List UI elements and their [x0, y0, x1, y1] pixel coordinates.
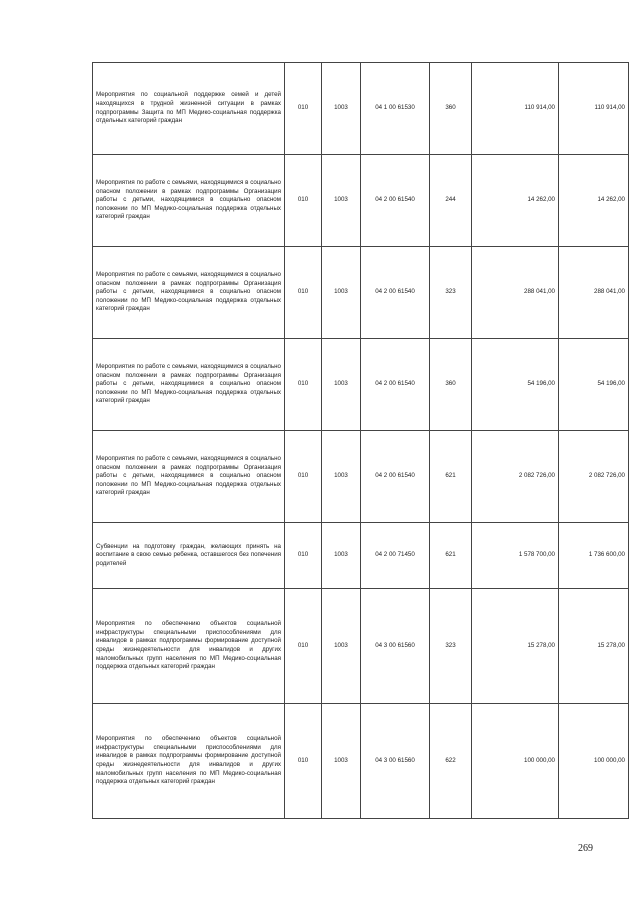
row-description: Мероприятия по работе с семьями, находящимися в социально опасном положении в рамках подпрограммы Организация работы с детьми, находящимися в социально опасном положении по МП Медико-социальная поддержка отдельных категорий граждан	[93, 247, 285, 339]
table-row	[93, 63, 629, 155]
target-code-cell: 04 3 00 61560	[361, 704, 430, 819]
expense-type-cell: 621	[430, 431, 472, 523]
ministry-code-cell: 010	[285, 155, 322, 247]
expense-type-cell: 360	[430, 63, 472, 155]
row-description: Мероприятия по работе с семьями, находящимися в социально опасном положении в рамках подпрограммы Организация работы с детьми, находящимися в социально опасном положении по МП Медико-социальная поддержка отдельных категорий граждан	[93, 431, 285, 523]
expense-type-cell: 360	[430, 339, 472, 431]
ministry-code-cell: 010	[285, 339, 322, 431]
table-body	[93, 63, 629, 819]
ministry-code-cell: 010	[285, 247, 322, 339]
section-code-cell: 1003	[322, 155, 361, 247]
row-description: Мероприятия по работе с семьями, находящимися в социально опасном положении в рамках подпрограммы Организация работы с детьми, находящимися в социально опасном положении по МП Медико-социальная поддержка отдельных категорий граждан	[93, 339, 285, 431]
section-code-cell: 1003	[322, 247, 361, 339]
amount-cell: 14 262,00	[472, 155, 559, 247]
page-number: 269	[578, 843, 593, 854]
amount-cell: 54 196,00	[559, 339, 629, 431]
target-code-cell: 04 2 00 61540	[361, 247, 430, 339]
target-code-cell: 04 1 00 61530	[361, 63, 430, 155]
table-row	[93, 155, 629, 247]
amount-cell: 15 278,00	[472, 589, 559, 704]
amount-cell: 15 278,00	[559, 589, 629, 704]
ministry-code-cell: 010	[285, 431, 322, 523]
amount-cell: 110 914,00	[559, 63, 629, 155]
section-code-cell: 1003	[322, 63, 361, 155]
amount-cell: 1 736 600,00	[559, 523, 629, 589]
ministry-code-cell: 010	[285, 704, 322, 819]
section-code-cell: 1003	[322, 431, 361, 523]
amount-cell: 2 082 726,00	[472, 431, 559, 523]
row-description: Мероприятия по работе с семьями, находящимися в социально опасном положении в рамках подпрограммы Организация работы с детьми, находящимися в социально опасном положении по МП Медико-социальная поддержка отдельных категорий граждан	[93, 155, 285, 247]
row-description: Мероприятия по обеспечению объектов социальной инфраструктуры специальными приспособлениями для инвалидов в рамках подпрограммы формирование доступной среды жизнедеятельности для инвалидов и других маломобильных групп населения по МП Медико-социальная поддержка отдельных категорий граждан	[93, 704, 285, 819]
section-code-cell: 1003	[322, 704, 361, 819]
amount-cell: 2 082 726,00	[559, 431, 629, 523]
amount-cell: 288 041,00	[559, 247, 629, 339]
expense-type-cell: 323	[430, 247, 472, 339]
amount-cell: 100 000,00	[472, 704, 559, 819]
section-code-cell: 1003	[322, 523, 361, 589]
amount-cell: 1 578 700,00	[472, 523, 559, 589]
amount-cell: 288 041,00	[472, 247, 559, 339]
table-row	[93, 523, 629, 589]
target-code-cell: 04 2 00 61540	[361, 431, 430, 523]
ministry-code-cell: 010	[285, 63, 322, 155]
amount-cell: 100 000,00	[559, 704, 629, 819]
amount-cell: 110 914,00	[472, 63, 559, 155]
table-row	[93, 247, 629, 339]
expense-type-cell: 622	[430, 704, 472, 819]
expense-type-cell: 244	[430, 155, 472, 247]
row-description: Мероприятия по обеспечению объектов социальной инфраструктуры специальными приспособлениями для инвалидов в рамках подпрограммы формирование доступной среды жизнедеятельности для инвалидов и других маломобильных групп населения по МП Медико-социальная поддержка отдельных категорий граждан	[93, 589, 285, 704]
section-code-cell: 1003	[322, 589, 361, 704]
target-code-cell: 04 2 00 61540	[361, 155, 430, 247]
table-row	[93, 704, 629, 819]
expense-type-cell: 323	[430, 589, 472, 704]
row-description: Мероприятия по социальной поддержке семей и детей находящихся в трудной жизненной ситуации в рамках подпрограммы Защита по МП Медико-социальная поддержка отдельных категорий граждан	[93, 63, 285, 155]
amount-cell: 14 262,00	[559, 155, 629, 247]
table-row	[93, 431, 629, 523]
budget-table	[92, 62, 629, 819]
ministry-code-cell: 010	[285, 523, 322, 589]
expense-type-cell: 621	[430, 523, 472, 589]
table-row	[93, 339, 629, 431]
target-code-cell: 04 2 00 61540	[361, 339, 430, 431]
ministry-code-cell: 010	[285, 589, 322, 704]
section-code-cell: 1003	[322, 339, 361, 431]
target-code-cell: 04 3 00 61560	[361, 589, 430, 704]
table-row	[93, 589, 629, 704]
row-description: Субвенции на подготовку граждан, желающих принять на воспитание в свою семью ребенка, оставшегося без попечения родителей	[93, 523, 285, 589]
amount-cell: 54 196,00	[472, 339, 559, 431]
target-code-cell: 04 2 00 71450	[361, 523, 430, 589]
